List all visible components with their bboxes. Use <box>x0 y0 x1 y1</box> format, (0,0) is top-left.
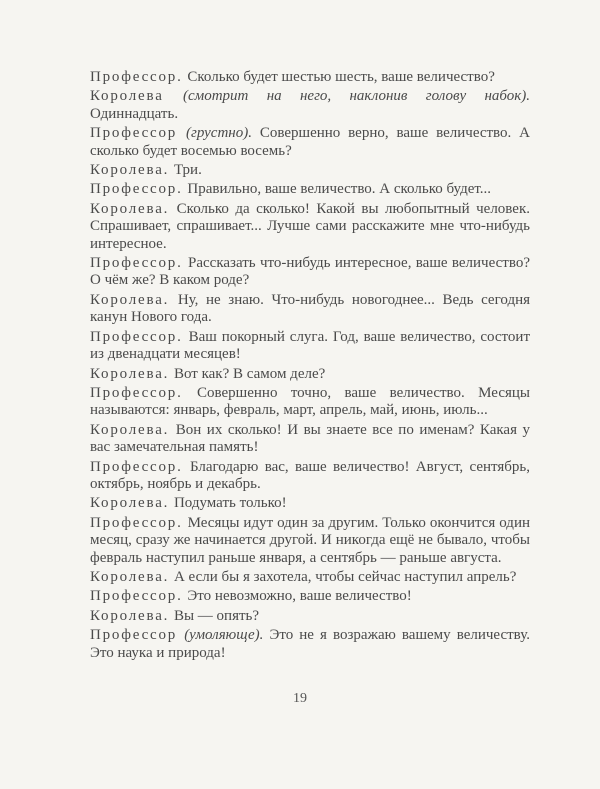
speaker-name: Королева. <box>90 607 170 624</box>
line-text: Совершенно верно, ваше величество. А сколько будет восемью восемь? <box>90 125 531 159</box>
line-text: Рассказать что-нибудь интересное, ваше величество? О чём же? В каком роде? <box>90 255 530 289</box>
speaker-name: Профессор. <box>90 458 183 475</box>
line-text: Вы — опять? <box>170 607 260 624</box>
line-text: Три. <box>170 162 202 179</box>
line-text: Сколько да сколько! Какой вы любопытный человек. Спрашивает, спрашивает... Лучше сами расскажите мне что-нибудь интересное. <box>90 200 530 252</box>
dialogue-line-3 <box>90 125 530 160</box>
dialogue-line-12 <box>90 422 530 457</box>
line-text: Ваш покорный слуга. Год, ваше величество, состоит из двенадцати месяцев! <box>90 328 530 363</box>
line-text: Вот как? В самом деле? <box>170 365 326 382</box>
stage-direction: (умоляюще). <box>178 627 264 644</box>
speaker-name: Королева <box>90 88 164 105</box>
dialogue-line-4 <box>90 162 530 179</box>
play-text <box>90 69 530 664</box>
speaker-name: Королева. <box>90 568 170 585</box>
speaker-name: Профессор. <box>90 588 183 605</box>
line-text: Это невозможно, ваше величество! <box>183 588 412 605</box>
line-text: Правильно, ваше величество. А сколько будет... <box>183 181 492 198</box>
speaker-name: Королева. <box>90 291 170 308</box>
line-text: А если бы я захотела, чтобы сейчас наступил апрель? <box>170 568 517 585</box>
dialogue-line-8 <box>90 292 530 327</box>
dialogue-line-11 <box>90 385 530 420</box>
line-text: Это не я возражаю вашему величеству. Это наука и природа! <box>90 627 530 661</box>
line-text: Одиннадцать. <box>90 105 179 122</box>
speaker-name: Профессор. <box>90 514 183 531</box>
speaker-name: Профессор. <box>90 69 183 85</box>
dialogue-line-2 <box>90 88 530 123</box>
speaker-name: Профессор. <box>90 255 183 272</box>
line-text: Месяцы идут один за другим. Только окончится один месяц, сразу же начинается другой. И никогда ещё не бывало, чтобы февраль наступил раньше января, а сентябрь — раньше августа. <box>90 514 530 566</box>
speaker-name: Королева. <box>90 200 170 217</box>
speaker-name: Профессор. <box>90 181 183 198</box>
dialogue-line-1 <box>90 69 530 86</box>
speaker-name: Профессор. <box>90 384 183 401</box>
stage-direction: (грустно). <box>178 125 252 142</box>
dialogue-line-13 <box>90 459 530 494</box>
speaker-name: Профессор <box>90 627 178 644</box>
dialogue-line-7 <box>90 255 530 290</box>
speaker-name: Королева. <box>90 365 170 382</box>
page-number: 19 <box>293 691 307 706</box>
dialogue-line-16 <box>90 569 530 586</box>
dialogue-line-14 <box>90 495 530 512</box>
dialogue-line-15 <box>90 515 530 567</box>
speaker-name: Королева. <box>90 421 170 438</box>
dialogue-line-17 <box>90 588 530 605</box>
speaker-name: Профессор <box>90 125 178 142</box>
dialogue-line-6 <box>90 201 530 253</box>
line-text: Сколько будет шестью шесть, ваше величество? <box>183 69 495 85</box>
speaker-name: Профессор. <box>90 328 183 345</box>
speaker-name: Королева. <box>90 495 170 512</box>
speaker-name: Королева. <box>90 162 170 179</box>
dialogue-line-10 <box>90 366 530 383</box>
dialogue-line-18 <box>90 608 530 625</box>
dialogue-line-5 <box>90 181 530 198</box>
line-text: Вон их сколько! И вы знаете все по именам? Какая у вас замечательная память! <box>90 421 530 456</box>
line-text: Совершенно точно, ваше величество. Месяцы называются: январь, февраль, март, апрель, май, июнь, июль... <box>90 384 530 419</box>
line-text: Подумать только! <box>170 495 287 512</box>
stage-direction: (смотрит на него, наклонив голову набок). <box>164 88 530 105</box>
dialogue-line-19 <box>90 627 530 662</box>
dialogue-line-9 <box>90 329 530 364</box>
line-text: Благодарю вас, ваше величество! Август, сентябрь, октябрь, ноябрь и декабрь. <box>90 458 530 492</box>
line-text: Ну, не знаю. Что-нибудь новогоднее... Ведь сегодня канун Нового года. <box>90 291 530 326</box>
